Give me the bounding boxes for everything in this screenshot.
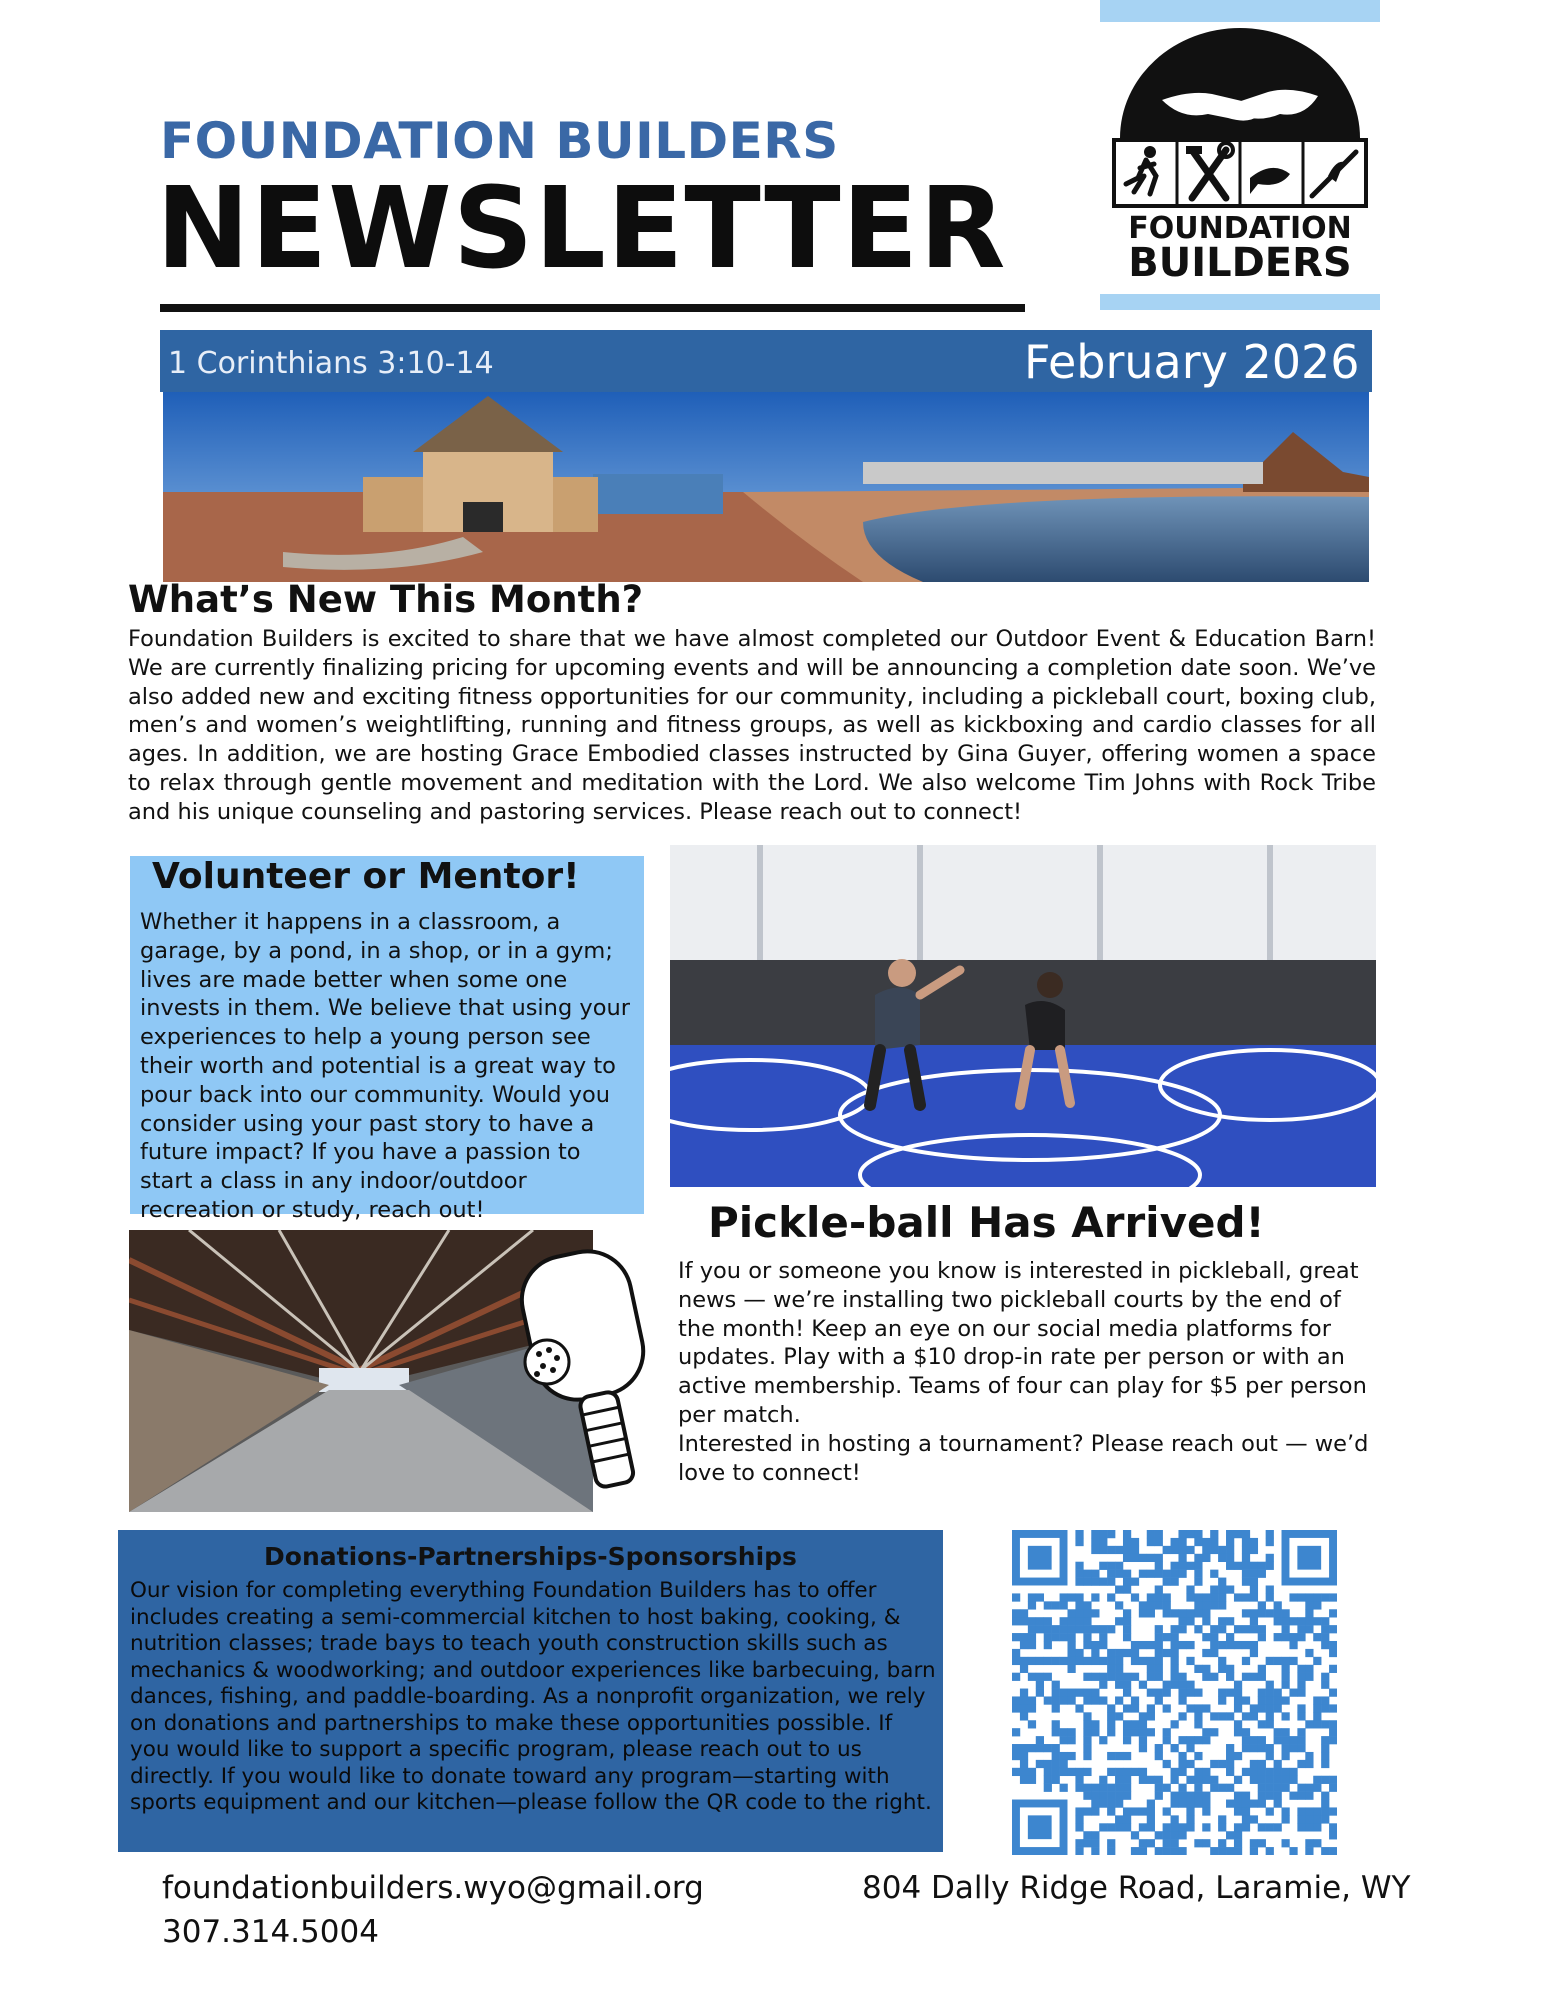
wrestling-mat-photo	[670, 845, 1376, 1187]
donations-heading: Donations-Partnerships-Sponsorships	[264, 1542, 797, 1571]
pickleball-body-p2: Interested in hosting a tournament? Please reach out — we’d love to connect!	[678, 1430, 1369, 1486]
foundation-builders-logo	[1100, 0, 1380, 316]
contact-email[interactable]: foundationbuilders.wyo@gmail.org	[162, 1870, 704, 1906]
pickleball-paddle-illustration	[515, 1240, 670, 1502]
whats-new-body: Foundation Builders is excited to share that we have almost completed our Outdoor Event & Education Barn! We are currently finalizing pricing for upcoming events and will be announcing a completion date soon. We’ve also added new and exciting fitness opportunities for our community, including a pickleball court, boxing club, men’s and women’s weightlifting, running and fitness groups, as well as kickboxing and cardio classes for all ages. In addition, we are hosting Grace Embodied classes instructed by Gina Guyer, offering women a space to relax through gentle movement and meditation with the Lord. We also welcome Tim Johns with Rock Tribe and his unique counseling and pastoring services. Please reach out to connect!	[128, 626, 1376, 825]
scripture-reference: 1 Corinthians 3:10-14	[168, 346, 494, 381]
title-underline	[160, 304, 1025, 312]
volunteer-heading: Volunteer or Mentor!	[152, 856, 580, 897]
whats-new-heading: What’s New This Month?	[128, 578, 644, 621]
newsletter-title: NEWSLETTER	[156, 164, 1007, 294]
logo-text-line2: BUILDERS	[1128, 240, 1352, 286]
org-name-heading: FOUNDATION BUILDERS	[160, 112, 839, 170]
issue-date: February 2026	[1024, 335, 1360, 389]
donations-body: Our vision for completing everything Foundation Builders has to offer includes creating a semi-commercial kitchen to host baking, cooking, & nutrition classes; trade bays to teach youth construction skills such as mechanics & woodworking; and outdoor experiences like barbecuing, barn dances, fishing, and paddle-boarding. As a nonprofit organization, we rely on donations and partnerships to make these opportunities possible. If you would like to support a specific program, please reach out to us directly. If you would like to donate toward any program—starting with sports equipment and our kitchen—please follow the QR code to the right.	[130, 1578, 936, 1815]
contact-address: 804 Dally Ridge Road, Laramie, WY	[862, 1870, 1411, 1906]
contact-phone[interactable]: 307.314.5004	[162, 1914, 379, 1950]
donation-qr-code[interactable]	[1012, 1530, 1337, 1855]
barn-panorama-photo	[163, 392, 1369, 582]
pickleball-heading: Pickle-ball Has Arrived!	[708, 1198, 1265, 1247]
logo-text-line1: FOUNDATION	[1128, 211, 1352, 246]
volunteer-body: Whether it happens in a classroom, a garage, by a pond, in a shop, or in a gym; lives are made better when some one invests in them. We believe that using your experiences to help a young person see their worth and potential is a great way to pour back into our community. Would you consider using your past story to have a future impact? If you have a passion to start a class in any indoor/outdoor recreation or study, reach out!	[140, 909, 630, 1223]
pickleball-body	[678, 1257, 1378, 1487]
pickleball-body-p1: If you or someone you know is interested in pickleball, great news — we’re installing two pickleball courts by the end of the month! Keep an eye on our social media platforms for updates. Play with a $10 drop-in rate per person or with an active membership. Teams of four can play for $5 per person per match.	[678, 1258, 1367, 1428]
